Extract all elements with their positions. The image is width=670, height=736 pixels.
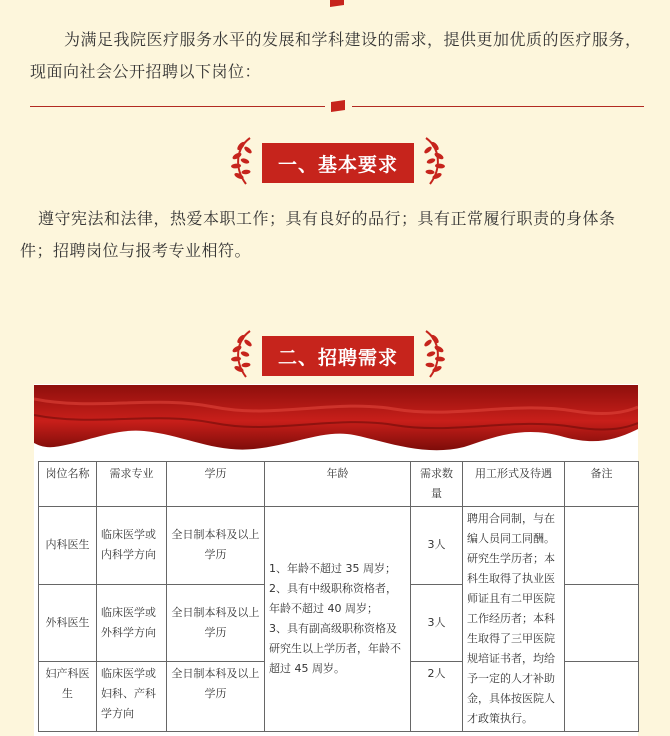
divider-left (30, 106, 325, 107)
cell-major: 临床医学或内科学方向 (97, 507, 167, 585)
cell-education: 全日制本科及以上学历 (167, 662, 265, 732)
cell-count: 3人 (411, 584, 463, 662)
cell-position: 内科医生 (39, 507, 97, 585)
header-major: 需求专业 (97, 462, 167, 507)
cell-count: 3人 (411, 507, 463, 585)
header-education: 学历 (167, 462, 265, 507)
laurel-right-icon (418, 327, 448, 383)
cell-position: 外科医生 (39, 584, 97, 662)
header-position: 岗位名称 (39, 462, 97, 507)
section1-title: 一、基本要求 (262, 143, 414, 183)
header-employment: 用工形式及待遇 (463, 462, 565, 507)
table-row (39, 507, 639, 585)
table-header-row (39, 462, 639, 507)
laurel-left-icon (228, 327, 258, 383)
section2-title: 二、招聘需求 (262, 336, 414, 376)
age-line: 3、具有副高级职称资格及研究生以上学历者，年龄不超过 45 周岁。 (269, 622, 401, 675)
cell-education: 全日制本科及以上学历 (167, 507, 265, 585)
age-line: 1、年龄不超过 35 周岁； (269, 562, 396, 575)
recruitment-table (38, 461, 639, 732)
intro-paragraph: 为满足我院医疗服务水平的发展和学科建设的需求，提供更加优质的医疗服务，现面向社会公开招聘以下岗位： (30, 30, 642, 81)
section1-heading (0, 134, 670, 190)
divider-flag-icon (331, 100, 345, 112)
header-age: 年龄 (265, 462, 411, 507)
laurel-left-icon (228, 134, 258, 190)
age-line: 2、具有中级职称资格者，年龄不超过 40 周岁； (269, 582, 397, 615)
cell-age (265, 507, 411, 732)
divider-right (352, 106, 644, 107)
cell-count: 2人 (411, 662, 463, 732)
cell-education: 全日制本科及以上学历 (167, 584, 265, 662)
laurel-right-icon (418, 134, 448, 190)
cell-remark (565, 662, 639, 732)
section1-body: 遵守宪法和法律，热爱本职工作；具有良好的品行；具有正常履行职责的身体条件；招聘岗位与报考专业相符。 (20, 209, 616, 260)
cell-position: 妇产科医生 (39, 662, 97, 732)
top-flag-icon (330, 0, 344, 7)
section2-heading (0, 327, 670, 383)
header-remark: 备注 (565, 462, 639, 507)
header-count: 需求数量 (411, 462, 463, 507)
cell-major: 临床医学或妇科、产科学方向 (97, 662, 167, 732)
cell-employment: 聘用合同制，与在编人员同工同酬。研究生学历者；本科生取得了执业医师证且有二甲医院工作经历者；本科生取得了三甲医院规培证书者，均给予一定的人才补助金，具体按医院人才政策执行。 (463, 507, 565, 732)
cell-remark (565, 584, 639, 662)
cell-remark (565, 507, 639, 585)
red-curtain-decoration (34, 385, 638, 455)
cell-major: 临床医学或外科学方向 (97, 584, 167, 662)
